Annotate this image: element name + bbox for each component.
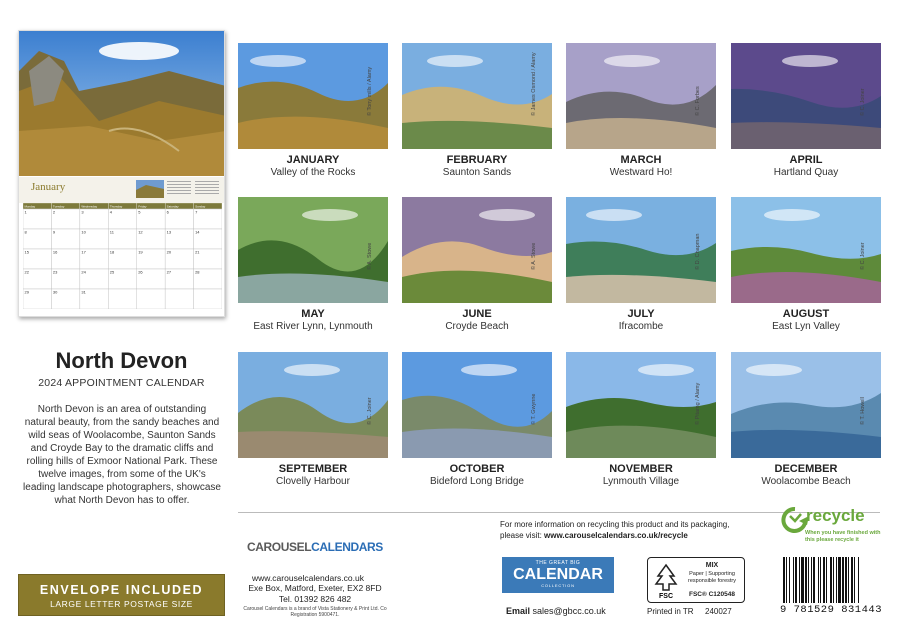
month-name: OCTOBER <box>449 463 505 475</box>
month-location: Croyde Beach <box>445 321 509 332</box>
day-number: 30 <box>52 289 58 295</box>
day-number: 12 <box>138 229 143 235</box>
month-name: FEBRUARY <box>446 154 508 166</box>
day-number: 19 <box>138 249 143 255</box>
month-name: MAY <box>301 308 325 320</box>
great-big-calendar-logo <box>502 557 614 593</box>
cover-calendar-grid <box>23 203 222 309</box>
cover-calendar-page <box>18 30 225 317</box>
recycling-info <box>500 519 780 541</box>
photo-credit: © A. Stowe <box>531 242 537 270</box>
brand-address: Exe Box, Matford, Exeter, EX2 8FD <box>248 583 382 593</box>
day-number: 22 <box>24 269 29 275</box>
month-location: East Lyn Valley <box>772 321 840 332</box>
month-tile <box>238 197 388 332</box>
gbc-top: THE GREAT BIG <box>535 560 581 566</box>
weekday-label: Wednesday <box>81 204 98 209</box>
weekday-label: Thursday <box>109 204 123 209</box>
month-name: MARCH <box>620 154 662 166</box>
month-name: JUNE <box>462 308 492 320</box>
day-number: 10 <box>81 229 86 235</box>
day-number: 18 <box>109 249 115 255</box>
weekday-label: Sunday <box>195 204 206 209</box>
brand-telephone: Tel. 01392 826 482 <box>278 594 352 604</box>
product-code: 240027 <box>705 607 732 616</box>
month-location: Clovelly Harbour <box>276 476 350 487</box>
cover-mini-calendar-next <box>195 179 219 197</box>
day-number: 11 <box>109 229 114 235</box>
month-location: Westward Ho! <box>609 167 673 178</box>
month-photo <box>402 197 552 303</box>
day-number: 26 <box>138 269 143 275</box>
recycle-word: recycle <box>806 506 865 525</box>
day-number: 21 <box>195 249 200 255</box>
month-photo <box>402 43 552 149</box>
photo-credit: © A. Stowe <box>367 242 373 270</box>
month-photo <box>238 352 388 458</box>
day-number: 23 <box>52 269 58 275</box>
photo-credit: © T. Howell <box>860 397 866 425</box>
month-name: NOVEMBER <box>609 463 673 475</box>
gbc-main: CALENDAR <box>513 566 603 583</box>
day-number: 8 <box>24 229 27 235</box>
recycle-sub: When you have finished with this please recycle it <box>805 530 881 543</box>
svg-text:FSC: FSC <box>659 593 673 600</box>
month-location: Ifracombe <box>618 321 664 332</box>
brand-url: www.carouselcalendars.co.uk <box>252 573 364 583</box>
day-number: 7 <box>195 209 198 215</box>
month-location: Woolacombe Beach <box>761 476 851 487</box>
day-number: 2 <box>52 209 56 215</box>
day-number: 28 <box>195 269 200 275</box>
month-name: AUGUST <box>782 308 830 320</box>
month-location: Bideford Long Bridge <box>430 476 524 487</box>
photo-credit: © D. Chapman <box>695 233 701 270</box>
day-number: 14 <box>195 229 200 235</box>
month-location: East River Lynn, Lynmouth <box>253 321 373 332</box>
day-number: 6 <box>166 209 169 215</box>
month-photo <box>402 352 552 458</box>
day-number: 13 <box>166 229 172 235</box>
fsc-text: Paper | Supporting responsible forestry <box>688 571 736 584</box>
month-name: JANUARY <box>286 154 340 166</box>
envelope-badge <box>18 574 225 616</box>
month-tile <box>566 352 716 487</box>
month-location: Hartland Quay <box>773 167 839 178</box>
cover-month-label: January <box>31 181 66 193</box>
day-number: 29 <box>24 289 29 295</box>
envelope-subtitle: LARGE LETTER POSTAGE SIZE <box>50 599 193 609</box>
month-tile <box>238 43 388 178</box>
photo-credit: © T. Gwynne <box>531 393 537 425</box>
email-label: Email <box>506 606 531 616</box>
month-tile <box>731 352 881 487</box>
month-tile <box>731 197 881 332</box>
month-photo <box>731 43 881 149</box>
barcode <box>781 557 881 603</box>
contact-email <box>506 606 606 616</box>
day-number: 27 <box>166 269 172 275</box>
month-name: SEPTEMBER <box>278 463 348 475</box>
month-photo <box>731 352 881 458</box>
day-number: 5 <box>138 209 141 215</box>
month-location: Lynmouth Village <box>602 476 680 487</box>
month-location: Valley of the Rocks <box>270 167 356 178</box>
day-number: 3 <box>81 209 84 215</box>
month-photo <box>566 197 716 303</box>
day-number: 4 <box>109 209 113 215</box>
month-tile <box>731 43 881 178</box>
isbn-number: 9 781529 831443 <box>780 604 883 616</box>
weekday-label: Friday <box>138 204 147 209</box>
day-number: 17 <box>81 249 86 255</box>
email-address[interactable]: sales@gbcc.co.uk <box>532 606 606 616</box>
day-number: 15 <box>24 249 29 255</box>
month-name: JULY <box>627 308 655 320</box>
month-name: DECEMBER <box>774 463 838 475</box>
month-tile <box>402 352 552 487</box>
fsc-code: FSC® C120548 <box>689 591 735 598</box>
day-number: 1 <box>24 209 27 215</box>
photo-credit: © C. Joiner <box>860 88 866 116</box>
recycling-line1: For more information on recycling this product and its packaging, <box>500 520 730 529</box>
month-photo <box>238 43 388 149</box>
description: North Devon is an area of outstanding natural beauty, from the sandy beaches and wild seas of Woolacombe, Saunton Sands and Croyde Bay to the dramatic cliffs and rolling hills of Exmoor National Park. These twelve images, from some of the UK's leading landscape photographers, showcase what North Devon has to offer. <box>23 404 221 506</box>
weekday-label: Saturday <box>166 204 179 209</box>
envelope-title: ENVELOPE INCLUDED <box>39 583 204 597</box>
month-photo <box>566 43 716 149</box>
recycling-url: www.carouselcalendars.co.uk/recycle <box>544 531 688 540</box>
photo-credit: © Pitamg / Alamy <box>695 382 701 425</box>
day-number: 20 <box>166 249 172 255</box>
day-number: 24 <box>81 269 86 275</box>
brand-note: Carousel Calendars is a brand of Vista Stationery & Print Ltd. Co Registration 5900471. <box>243 606 387 618</box>
photo-credit: © James Osmond / Alamy <box>531 52 537 116</box>
fsc-title: MIX <box>705 562 719 569</box>
page-subtitle: 2024 APPOINTMENT CALENDAR <box>38 377 205 389</box>
weekday-label: Monday <box>24 204 36 209</box>
cover-photo <box>19 31 225 176</box>
day-number: 16 <box>52 249 58 255</box>
gbc-bottom: COLLECTION <box>541 583 575 588</box>
weekday-label: Tuesday <box>52 204 65 209</box>
photo-credit: © C. Joiner <box>367 397 373 425</box>
recycling-prefix: please visit: <box>500 531 542 540</box>
fsc-tree-icon <box>652 562 680 600</box>
day-number: 31 <box>81 289 86 295</box>
month-photo <box>238 197 388 303</box>
day-number: 9 <box>52 229 56 235</box>
cover-mini-thumbnail <box>136 180 164 198</box>
carousel-calendars-logo <box>247 540 383 554</box>
month-tile <box>402 43 552 178</box>
fsc-label <box>647 557 745 603</box>
logo-part2: CALENDARS <box>311 540 383 554</box>
month-location: Saunton Sands <box>442 167 512 178</box>
month-tile <box>402 197 552 332</box>
photo-credit: © C. Forbes <box>695 86 701 116</box>
month-photo <box>731 197 881 303</box>
day-number: 25 <box>109 269 115 275</box>
month-photo <box>566 352 716 458</box>
page-title: North Devon <box>55 348 188 373</box>
month-tile <box>238 352 388 487</box>
cover-mini-calendar-prev <box>167 179 191 197</box>
month-tile <box>566 43 716 178</box>
photo-credit: © Tony mills / Alamy <box>367 66 373 116</box>
photo-credit: © C. Joiner <box>860 242 866 270</box>
month-tile <box>566 197 716 332</box>
logo-part1: CAROUSEL <box>247 540 312 554</box>
month-name: APRIL <box>789 154 823 166</box>
printed-in: Printed in TR <box>647 607 694 616</box>
